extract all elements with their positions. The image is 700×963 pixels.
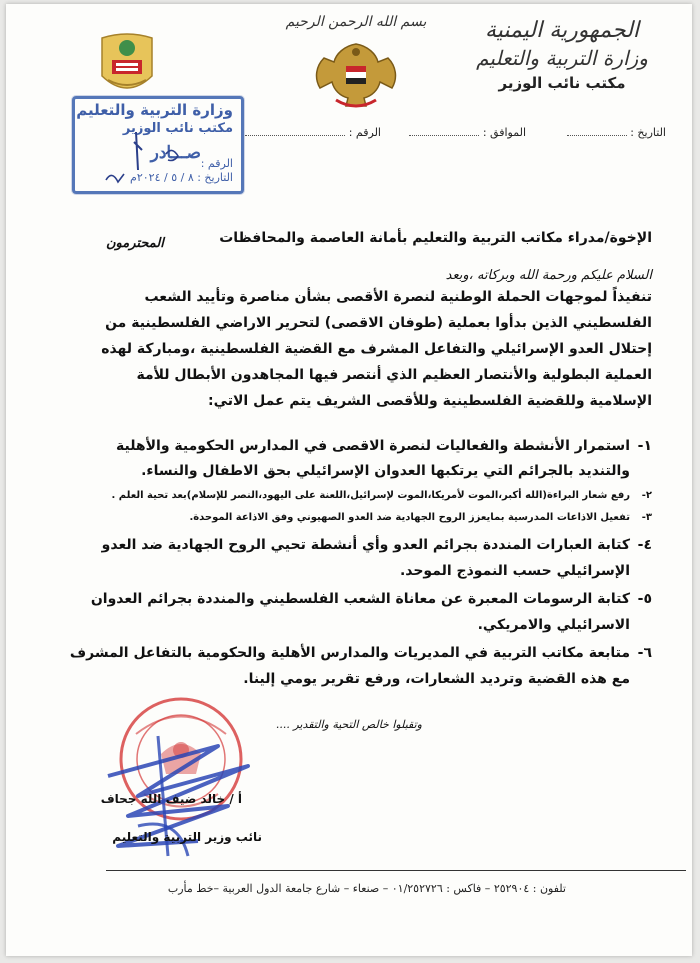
item-line: مع هذه القضية وترديد الشعارات، ورفع تقرير يومي إلينا.	[243, 671, 630, 687]
stamp-ministry: وزارة التربية والتعليم	[76, 101, 233, 119]
number-field	[245, 126, 381, 139]
date-label: التاريخ :	[630, 126, 666, 139]
item-line: كتابة الرسومات المعبرة عن معاناة الشعب الفلسطيني والمنددة بجرائم العدوان	[90, 591, 630, 607]
closing-line: وتقبلوا خالص التحية والتقدير ....	[275, 718, 422, 731]
intro-line: تنفيذاً لموجهات الحملة الوطنية لنصرة الأقصى بشأن مناصرة وتأييد الشعب	[144, 289, 652, 305]
stamp-outgoing: صـــادر	[150, 143, 201, 163]
item-line: الاسرائيلي والامريكي.	[477, 617, 630, 633]
intro-paragraph	[48, 284, 652, 414]
signer-title: نائب وزير التربية والتعليم	[112, 830, 262, 844]
country-name: الجمهورية اليمنية	[484, 18, 640, 43]
date-dots	[567, 126, 627, 136]
intro-line: إحتلال العدو الإسرائيلي والتفاعل المشرف مع القضية الفلسطينية ،ومباركة لهذه	[101, 341, 652, 357]
list-item	[48, 640, 652, 692]
approved-field	[409, 126, 526, 139]
item-number: ٦-	[637, 645, 652, 661]
number-label: الرقم :	[348, 126, 381, 139]
honorific: المحترمون	[106, 236, 164, 251]
item-number: ١-	[637, 438, 652, 454]
approved-dots	[409, 126, 479, 136]
list-item	[48, 488, 652, 504]
yemen-eagle-emblem-icon	[306, 36, 406, 114]
item-number: ٤-	[637, 537, 652, 553]
stamp-handwriting-icon	[66, 90, 246, 200]
office-name: مكتب نائب الوزير	[498, 74, 626, 92]
footer-contact: تلفون : ٢٥٢٩٠٤ – فاكس : ٠١/٢٥٢٧٢٦ – صنعاء – شارع جامعة الدول العربية –خط مأرب	[167, 882, 566, 895]
item-line: متابعة مكاتب التربية في المديريات والمدارس الأهلية والحكومية بالتفاعل المشرف	[69, 645, 630, 661]
item-line: استمرار الأنشطة والفعاليات لنصرة الاقصى في المدارس الحكومية والأهلية	[116, 438, 630, 454]
ministry-name: وزارة التربية والتعليم	[476, 46, 648, 70]
item-line: تفعيل الاذاعات المدرسية بمايعزز الروح الجهادية ضد العدو الصهيوني وفق الاذاعة الموحدة.	[189, 512, 630, 523]
stamp-number: الرقم :	[200, 157, 233, 170]
approved-label: الموافق :	[482, 126, 526, 139]
date-field	[567, 126, 666, 139]
signer-name: أ / خالد ضيف الله جحاف	[100, 792, 242, 806]
item-number: ٥-	[637, 591, 652, 607]
list-item	[48, 532, 652, 584]
intro-line: العملية البطولية والأنتصار العظيم الذي أنتصر فيها المجاهدون الأبطال للأمة	[136, 367, 652, 383]
reference-line	[236, 126, 666, 142]
item-line: والتنديد بالجرائم التي يرتكبها العدوان الإسرائيلي بحق الاطفال والنساء.	[141, 463, 630, 479]
stamp-date: التاريخ : ٨ / ٥ / ٢٠٢٤م	[130, 171, 233, 184]
letter-page	[6, 4, 692, 956]
basmala: بسم الله الرحمن الرحيم	[285, 14, 427, 30]
item-line: كتابة العبارات المنددة بجرائم العدو وأي أنشطة تحيي الروح الجهادية ضد العدو	[101, 537, 630, 553]
item-line: رفع شعار البراءة(الله أكبر،الموت لأمريكا،الموت لإسرائيل،اللعنة على اليهود،النصر للإسلام)بعد تحية العلم .	[111, 490, 630, 501]
list-item	[48, 586, 652, 638]
item-line: الإسرائيلي حسب النموذج الموحد.	[399, 563, 630, 579]
item-number: ٣-	[641, 512, 652, 523]
intro-line: الفلسطيني الذين بدأوا بعملية (طوفان الاقصى) لتحرير الاراضي الفلسطينية من	[105, 315, 652, 331]
list-item	[48, 434, 652, 484]
addressee: الإخوة/مدراء مكاتب التربية والتعليم بأمانة العاصمة والمحافظات	[219, 230, 652, 246]
greeting: السلام عليكم ورحمة الله وبركاته ،وبعد	[445, 268, 652, 283]
letterhead-right	[462, 18, 662, 94]
list-item	[48, 510, 652, 526]
item-number: ٢-	[641, 490, 652, 501]
stamp-office: مكتب نائب الوزير	[122, 121, 233, 136]
footer-divider	[106, 870, 686, 871]
number-dots	[245, 126, 345, 136]
intro-line: الإسلامية وللقضية الفلسطينية وللأقصى الشريف يتم عمل الاتي:	[207, 393, 652, 409]
